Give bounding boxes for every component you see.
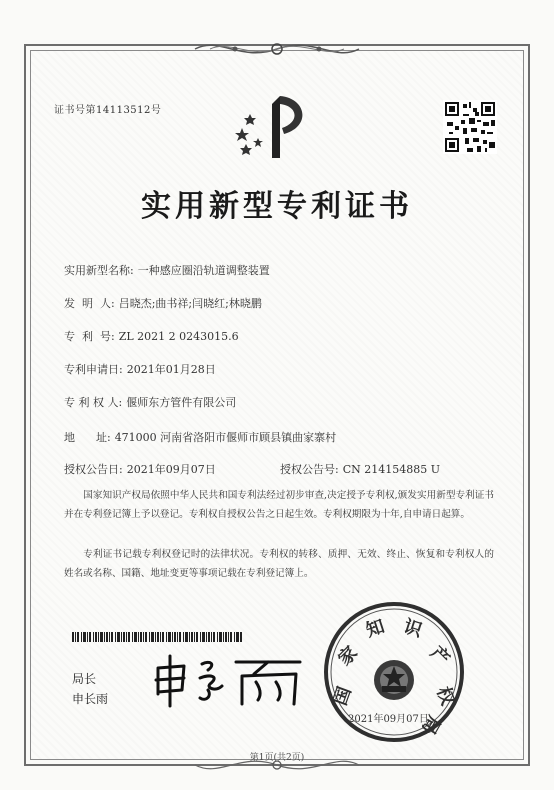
grant-date-row: [64, 461, 216, 477]
grant-number-row: [280, 461, 440, 477]
national-emblem-icon: [374, 660, 414, 700]
inventor-value: 吕晓杰;曲书祥;闫晓红;林晓鹏: [118, 297, 262, 310]
patent-number-row: [64, 328, 239, 344]
qr-code: [443, 100, 497, 154]
grant-number-value: CN 214154885 U: [342, 463, 441, 476]
handwritten-signature: [150, 650, 310, 710]
patent-number-value: ZL 2021 2 0243015.6: [118, 330, 239, 343]
address-label: 地 址:: [64, 431, 111, 444]
top-ornament: [190, 36, 364, 62]
inventor-label: 发 明 人:: [64, 297, 115, 310]
grant-statement-paragraph: 国家知识产权局依照中华人民共和国专利法经过初步审查,决定授予专利权,颁发实用新型专利证书并在专利登记簿上予以登记。专利权自授权公告之日起生效。专利权期限为十年,自申请日起算。: [64, 490, 494, 520]
inventor-row: [64, 295, 262, 311]
patent-office-emblem: [228, 86, 324, 166]
svg-text:产: 产: [426, 642, 454, 670]
legal-status-paragraph: 专利证书记载专利权登记时的法律状况。专利权的转移、质押、无效、终止、恢复和专利权人的姓名或名称、国籍、地址变更等事项记载在专利登记簿上。: [64, 549, 494, 579]
patent-number-label: 专 利 号:: [64, 330, 115, 343]
svg-text:国: 国: [329, 684, 356, 709]
address-value: 471000 河南省洛阳市偃师市顾县镇曲家寨村: [114, 431, 337, 444]
certificate-number: 证书号第14113512号: [54, 105, 162, 116]
grant-date-value: 2021年09月07日: [126, 463, 216, 476]
filing-date-label: 专利申请日:: [64, 363, 123, 376]
utility-model-name-value: 一种感应圈沿轨道调整装置: [137, 264, 270, 277]
grant-number-label: 授权公告号:: [280, 463, 339, 476]
svg-text:局: 局: [417, 711, 445, 738]
grant-date-label: 授权公告日:: [64, 463, 123, 476]
filing-date-row: [64, 361, 216, 377]
svg-text:知: 知: [363, 616, 388, 642]
barcode: [72, 632, 242, 642]
address-row: [64, 429, 336, 445]
utility-model-name-label: 实用新型名称:: [64, 264, 134, 277]
patentee-value: 偃师东方管件有限公司: [126, 396, 237, 409]
signatory-name: 申长雨: [72, 692, 109, 706]
document-title: 实用新型专利证书: [141, 189, 413, 224]
seal-date: 2021年09月07日: [348, 714, 429, 725]
patentee-row: [64, 394, 236, 410]
page-number: 第1页(共2页): [249, 753, 305, 763]
signatory-title: 局长: [72, 672, 97, 686]
svg-text:权: 权: [432, 684, 459, 709]
svg-text:识: 识: [400, 616, 425, 642]
patentee-label: 专 利 权 人:: [64, 396, 123, 409]
filing-date-value: 2021年01月28日: [126, 363, 216, 376]
svg-text:家: 家: [334, 642, 362, 670]
utility-model-name-row: [64, 262, 270, 278]
